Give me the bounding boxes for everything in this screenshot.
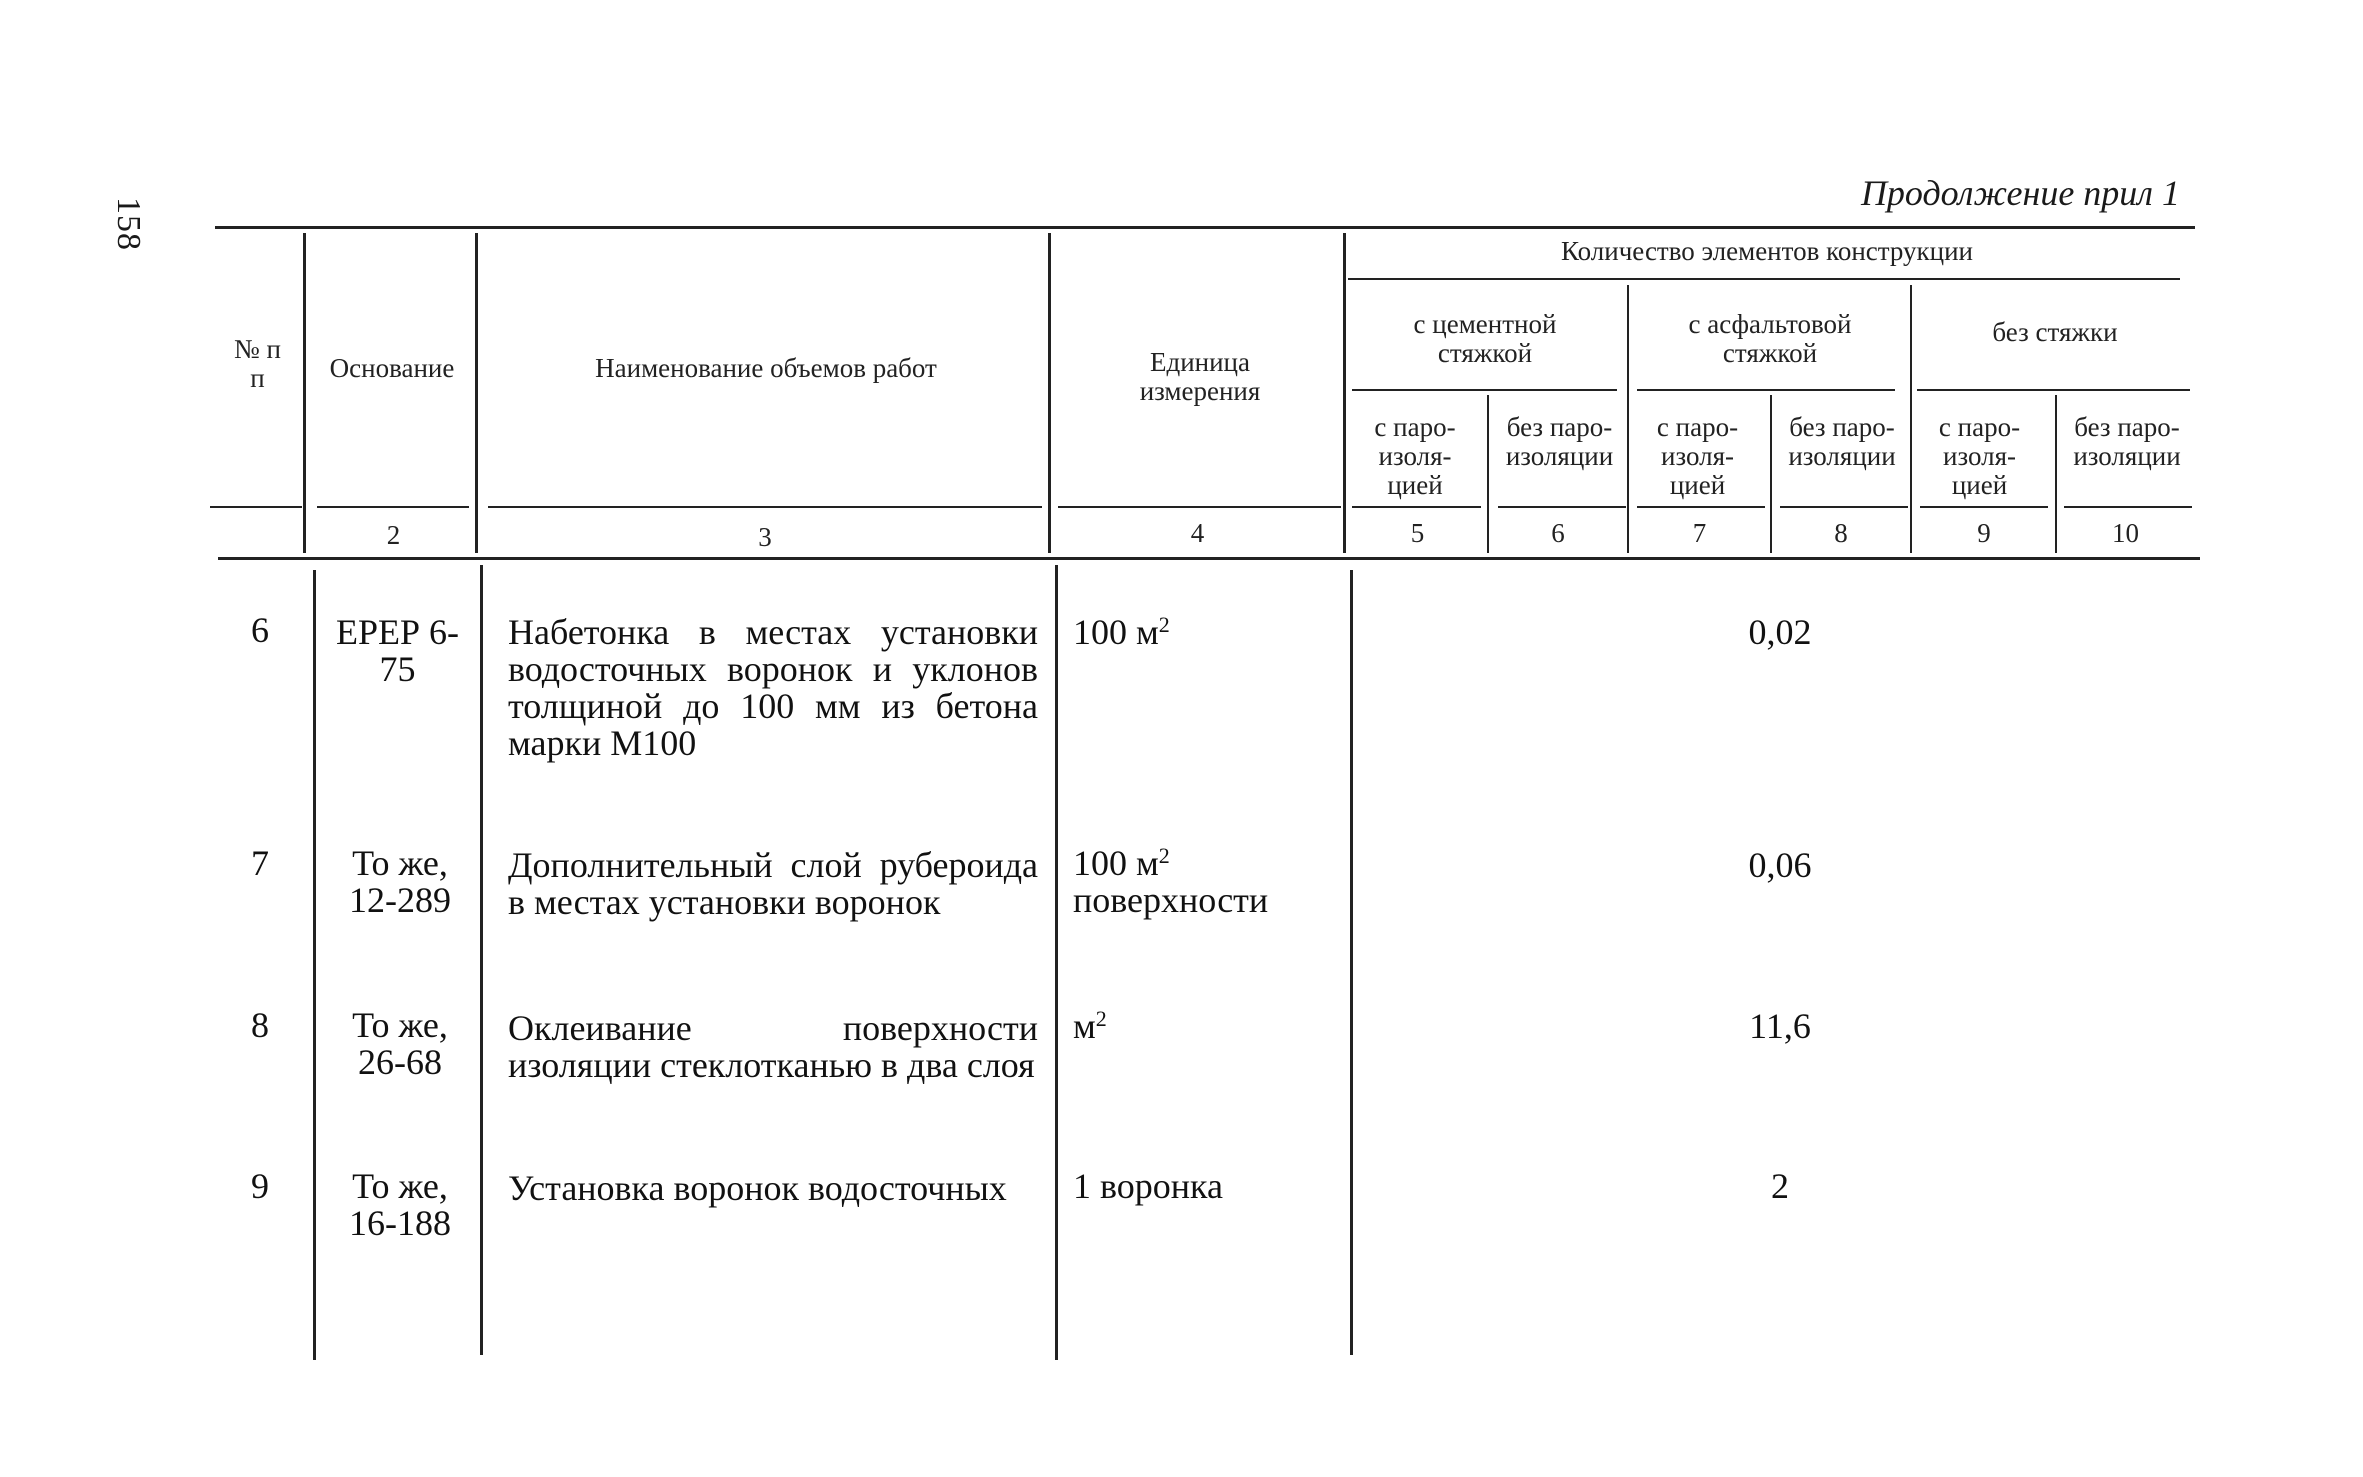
column-number: 4: [1190, 518, 1205, 548]
header-subgroup-asphalt: с асфальтовой стяжкой: [1688, 309, 1852, 368]
header-col6: без паро-изоляции: [1505, 412, 1614, 471]
header-group: Количество элементов конструкции: [1560, 236, 1973, 266]
header-no: № п п: [234, 334, 281, 393]
row-unit: [1073, 1168, 1343, 1205]
page-number: 158: [110, 197, 147, 251]
row-no: 6: [251, 610, 269, 650]
row-unit: [1073, 845, 1343, 919]
header-subgroup-cement: с цементной стяжкой: [1413, 309, 1557, 368]
column-number: 6: [1551, 518, 1565, 548]
row-amount: 11,6: [1749, 1006, 1811, 1046]
header-subgroup-none: без стяжки: [1992, 317, 2118, 347]
unit-value: 100 м: [1073, 612, 1159, 652]
running-heading: Продолжение прил 1: [1860, 173, 2180, 213]
header-col10: без паро-изоляции: [2073, 412, 2181, 471]
column-number: 5: [1410, 518, 1425, 548]
row-basis: ЕРЕР 6-75: [335, 612, 459, 689]
column-number: 8: [1834, 518, 1848, 548]
row-basis: То же, 16-188: [349, 1166, 451, 1243]
row-name: Установка воронок водосточных: [508, 1168, 1007, 1208]
header-col8: без паро-изоляции: [1788, 412, 1896, 471]
header-basis: Основание: [329, 353, 455, 383]
row-no: 7: [251, 843, 269, 883]
unit-value: 1 воронка: [1073, 1166, 1223, 1206]
row-basis: То же, 26-68: [352, 1005, 448, 1082]
column-number: 10: [2112, 518, 2139, 548]
row-name: Набетонка в местах установки водосточных воронок и уклонов толщиной до 100 мм из бетона марки М100: [508, 612, 1038, 763]
column-number: 7: [1692, 518, 1707, 548]
unit-value: 100 м: [1073, 843, 1159, 883]
header-col9: с паро-изоля-цией: [1938, 412, 2021, 500]
row-no: 9: [251, 1166, 269, 1206]
column-number: 2: [386, 520, 401, 550]
column-number: 9: [1977, 518, 1991, 548]
column-number: 3: [758, 522, 772, 552]
header-col5: с паро-изоля-цией: [1374, 412, 1456, 500]
row-amount: 0,06: [1748, 845, 1812, 885]
row-name: Дополнительный слой рубероида в местах установки воронок: [508, 845, 1038, 922]
row-amount: 0,02: [1748, 612, 1812, 652]
row-unit: [1073, 614, 1343, 651]
row-name: Оклеивание поверхности изоляции стеклотканью в два слоя: [508, 1008, 1038, 1085]
row-no: 8: [251, 1005, 269, 1045]
header-col7: с паро-изоля-цией: [1656, 412, 1739, 500]
unit-superscript: 2: [1158, 612, 1170, 637]
row-amount: 2: [1771, 1166, 1789, 1206]
header-name: Наименование объемов работ: [595, 353, 937, 383]
unit-value: м: [1073, 1006, 1096, 1046]
row-unit: [1073, 1008, 1343, 1045]
header-unit: Единица измерения: [1139, 347, 1261, 406]
unit-superscript: 2: [1158, 843, 1170, 868]
row-basis: То же, 12-289: [349, 843, 451, 920]
unit-suffix: поверхности: [1073, 880, 1269, 920]
unit-superscript: 2: [1095, 1006, 1107, 1031]
